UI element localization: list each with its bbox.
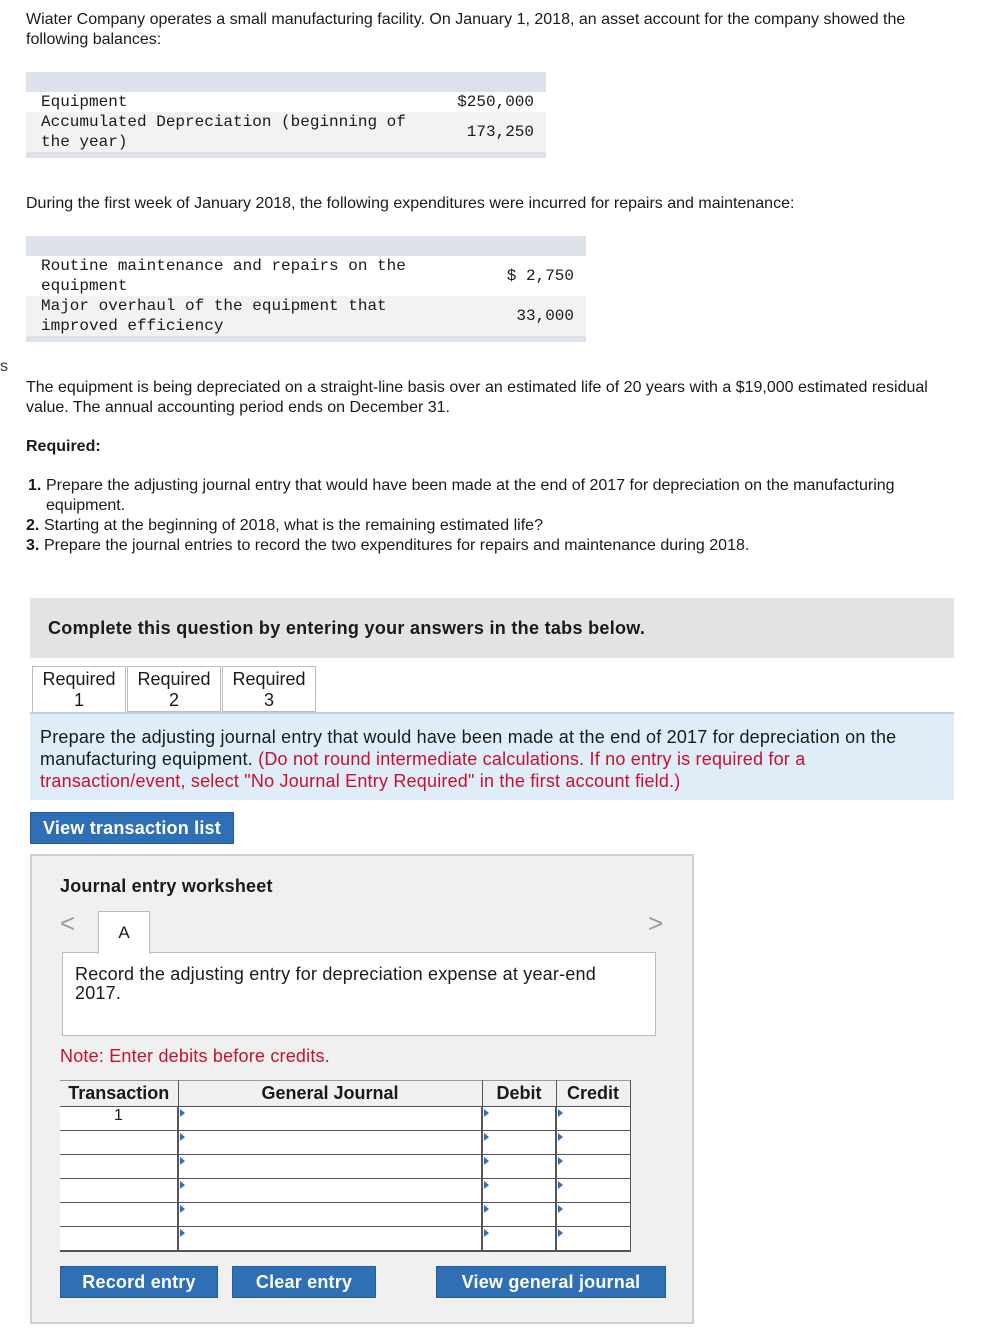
requirement-number: 1.	[28, 477, 42, 494]
entry-tab-a[interactable]: A	[98, 911, 150, 954]
debit-input[interactable]	[482, 1155, 556, 1179]
requirement-text: Prepare the journal entries to record the two expenditures for repairs and maintenance during 2018.	[44, 537, 750, 554]
column-header-general-journal: General Journal	[178, 1081, 482, 1107]
balances-table	[26, 72, 546, 158]
instruction-main: Prepare the adjusting journal entry that would have been made at the end of 2017 for depreciation on the manufacturing equipment.	[40, 727, 897, 769]
debit-input[interactable]	[482, 1203, 556, 1227]
balance-label: Accumulated Depreciation (beginning of the year)	[41, 113, 406, 151]
column-header-debit: Debit	[482, 1081, 556, 1107]
debit-input[interactable]	[482, 1131, 556, 1155]
account-input[interactable]	[178, 1131, 482, 1155]
tab-number: 3	[263, 690, 274, 710]
credit-input[interactable]	[556, 1155, 630, 1179]
entry-description: Record the adjusting entry for depreciation expense at year-end 2017.	[62, 952, 656, 1036]
required-heading: Required:	[26, 438, 101, 455]
journal-row	[60, 1131, 630, 1155]
account-input[interactable]	[178, 1155, 482, 1179]
account-input[interactable]	[178, 1227, 482, 1251]
complete-banner-text: Complete this question by entering your answers in the tabs below.	[48, 617, 646, 638]
column-header-credit: Credit	[556, 1081, 630, 1107]
debit-input[interactable]	[482, 1107, 556, 1131]
tab-label: Required	[137, 669, 211, 689]
balance-value: $250,000	[457, 93, 534, 111]
clear-entry-button[interactable]: Clear entry	[232, 1266, 376, 1298]
expenditure-value: 33,000	[516, 307, 574, 325]
tab-required-3[interactable]	[222, 666, 316, 712]
transaction-cell	[60, 1131, 178, 1155]
journal-table	[60, 1080, 631, 1252]
transaction-cell	[60, 1203, 178, 1227]
record-entry-button[interactable]: Record entry	[60, 1266, 218, 1298]
transaction-cell	[60, 1179, 178, 1203]
instruction-box	[30, 712, 954, 800]
tab-required-2[interactable]	[127, 666, 221, 712]
intro-text: Wiater Company operates a small manufacturing facility. On January 1, 2018, an asset account for the company showed the following balances:	[26, 11, 906, 48]
requirement-item	[26, 536, 926, 556]
credit-input[interactable]	[556, 1131, 630, 1155]
worksheet-title: Journal entry worksheet	[60, 876, 273, 896]
journal-header-row	[60, 1081, 630, 1107]
required-tabs	[32, 666, 317, 712]
transaction-number: 1	[60, 1107, 178, 1131]
journal-entry-worksheet	[30, 854, 694, 1324]
balance-label: Equipment	[41, 93, 128, 111]
journal-row	[60, 1155, 630, 1179]
expenditure-row-overhaul	[26, 296, 586, 336]
balance-value: 173,250	[466, 123, 534, 141]
journal-row	[60, 1179, 630, 1203]
requirement-text: Prepare the adjusting journal entry that would have been made at the end of 2017 for depreciation on the manufacturing equipment.	[46, 477, 895, 514]
balance-row-equipment	[26, 92, 546, 112]
chevron-left-icon[interactable]: <	[60, 908, 76, 938]
requirement-number: 2.	[26, 517, 40, 534]
requirement-item	[26, 476, 926, 516]
requirement-item	[26, 516, 926, 536]
table-footer-bar	[26, 152, 546, 158]
table-header-bar	[26, 236, 586, 256]
debits-credits-note: Note: Enter debits before credits.	[60, 1046, 330, 1066]
requirement-number: 3.	[26, 537, 40, 554]
view-transaction-list-button[interactable]: View transaction list	[30, 812, 234, 844]
account-input[interactable]	[178, 1203, 482, 1227]
debit-input[interactable]	[482, 1179, 556, 1203]
credit-input[interactable]	[556, 1107, 630, 1131]
expenditures-table	[26, 236, 586, 342]
transaction-cell	[60, 1227, 178, 1251]
table-header-bar	[26, 72, 546, 92]
tab-required-1[interactable]	[32, 666, 126, 712]
balance-row-accum-dep	[26, 112, 546, 152]
complete-banner	[30, 598, 954, 658]
expenditure-label: Major overhaul of the equipment that improved efficiency	[41, 297, 387, 335]
journal-row	[60, 1203, 630, 1227]
credit-input[interactable]	[556, 1227, 630, 1251]
tab-number: 1	[73, 690, 84, 710]
expenditure-value: $ 2,750	[506, 267, 574, 285]
transaction-cell	[60, 1155, 178, 1179]
credit-input[interactable]	[556, 1203, 630, 1227]
equipment-text: The equipment is being depreciated on a straight-line basis over an estimated life of 20 years with a $19,000 estimated residual value. The annual accounting period ends on December 31.	[26, 379, 928, 416]
tab-label: Required	[232, 669, 306, 689]
tab-label: Required	[42, 669, 116, 689]
journal-row	[60, 1227, 630, 1251]
instruction-note: (Do not round intermediate calculations. If no entry is required for a transaction/event, select "No Journal Entry Required" in the first account field.)	[40, 749, 806, 791]
view-general-journal-button[interactable]: View general journal	[436, 1266, 666, 1298]
during-text: During the first week of January 2018, the following expenditures were incurred for repairs and maintenance:	[26, 195, 795, 212]
expenditure-row-routine	[26, 256, 586, 296]
account-input[interactable]	[178, 1179, 482, 1203]
account-input[interactable]	[178, 1107, 482, 1131]
tab-number: 2	[168, 690, 179, 710]
journal-row	[60, 1107, 630, 1131]
margin-letter: s	[0, 358, 8, 375]
requirement-text: Starting at the beginning of 2018, what is the remaining estimated life?	[44, 517, 543, 534]
table-footer-bar	[26, 336, 586, 342]
requirements-list	[26, 476, 926, 556]
column-header-transaction: Transaction	[60, 1081, 178, 1107]
credit-input[interactable]	[556, 1179, 630, 1203]
expenditure-label: Routine maintenance and repairs on the equipment	[41, 257, 406, 295]
chevron-right-icon[interactable]: >	[648, 908, 664, 938]
debit-input[interactable]	[482, 1227, 556, 1251]
